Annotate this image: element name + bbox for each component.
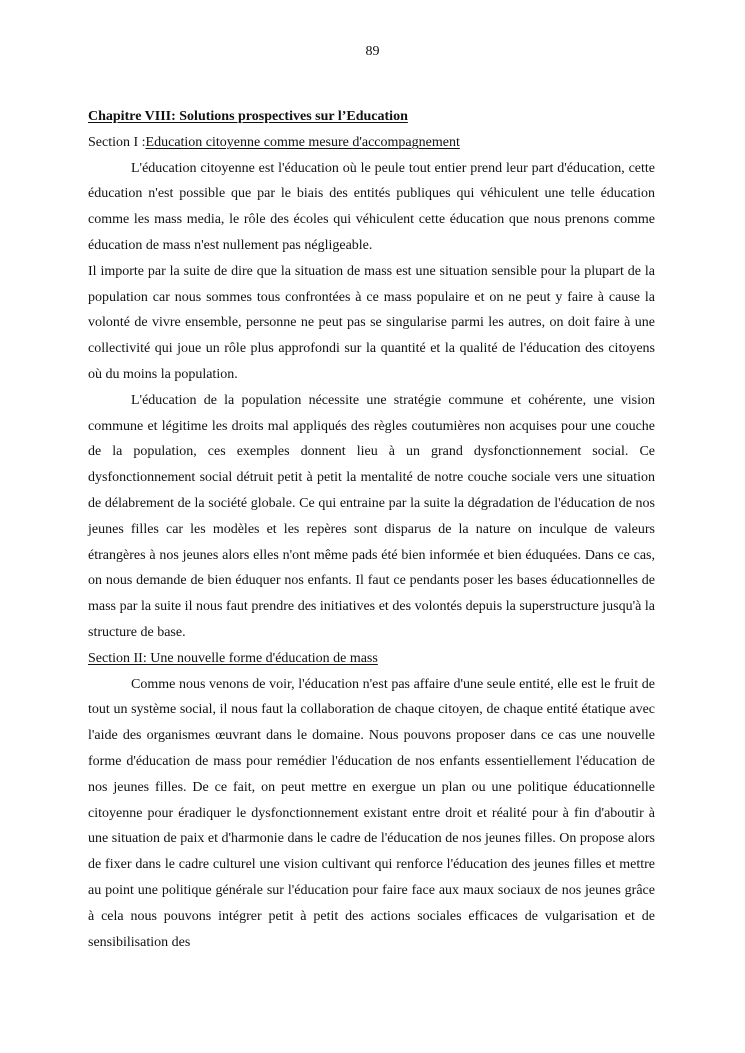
document-body: [88, 104, 655, 955]
paragraph: Il importe par la suite de dire que la situation de mass est une situation sensible pour la plupart de la population car nous sommes tous confrontées à ce mass populaire et on ne peut y faire à cause la volonté de vivre ensemble, personne ne peut pas se singularise parmi les autres, on doit faire à une collectivité qui joue un rôle plus approfondi sur la quantité et la qualité de l'éducation des citoyens où du moins la population.: [88, 263, 655, 382]
section-2-heading: [88, 646, 655, 672]
section-1-title: Education citoyenne comme mesure d'accompagnement: [145, 134, 460, 150]
paragraph: L'éducation de la population nécessite une stratégie commune et cohérente, une vision commune et légitime les droits mal appliqués des règles coutumières non acquises pour une couche de la population, ces exemples donnent lieu à un grand dysfonctionnement social. Ce dysfonctionnement social détruit petit à petit la mentalité de notre couche sociale vers une situation de délabrement de la société globale. Ce qui entraine par la suite la dégradation de l'éducation de nos jeunes filles car les modèles et les repères sont disparus de la nature on inculque de valeurs étrangères à nos jeunes alors elles n'ont même pads été bien informée et bien éduquées. Dans ce cas, on nous demande de bien éduquer nos enfants. Il faut ce pendants poser les bases éducationnelles de mass par la suite il nous faut prendre des initiatives et des volontés depuis la superstructure jusqu'à la structure de base.: [88, 392, 655, 640]
page-number: 89: [365, 44, 380, 59]
chapter-title: Chapitre VIII: Solutions prospectives sur l’Education: [88, 109, 408, 124]
section-1-heading: [88, 130, 655, 156]
section-1-prefix: Section I :: [88, 134, 146, 150]
section-2-title: Section II: Une nouvelle forme d'éducation de mass: [88, 650, 378, 666]
paragraph: Comme nous venons de voir, l'éducation n'est pas affaire d'une seule entité, elle est le fruit de tout un système social, il nous faut la collaboration de chaque citoyen, de chaque entité étatique avec l'aide des organismes œuvrant dans le domaine. Nous pouvons proposer dans ce cas une nouvelle forme d'éducation de mass pour remédier l'éducation de nos enfants essentiellement l'éducation de nos jeunes filles. De ce fait, on peut mettre en exergue un plan ou une politique éducationnelle citoyenne pour éradiquer le dysfonctionnement existant entre droit et réalité pour à fin d'aboutir à une situation de paix et d'harmonie dans le cadre de l'éducation de nos jeunes filles. On propose alors de fixer dans le cadre culturel une vision cultivant qui renforce l'éducation des jeunes filles et mettre au point une politique générale sur l'éducation pour faire face aux maux sociaux de nos jeunes grâce à cela nous pouvons intégrer petit à petit des actions sociales efficaces de vulgarisation et de sensibilisation des: [88, 676, 655, 950]
paragraph: L'éducation citoyenne est l'éducation où le peule tout entier prend leur part d'éducation, cette éducation n'est possible que par le biais des entités publiques qui véhiculent une telle éducation comme les mass media, le rôle des écoles qui véhiculent cette éducation que nous prenons comme éducation de mass n'est nullement pas négligeable.: [88, 160, 655, 253]
